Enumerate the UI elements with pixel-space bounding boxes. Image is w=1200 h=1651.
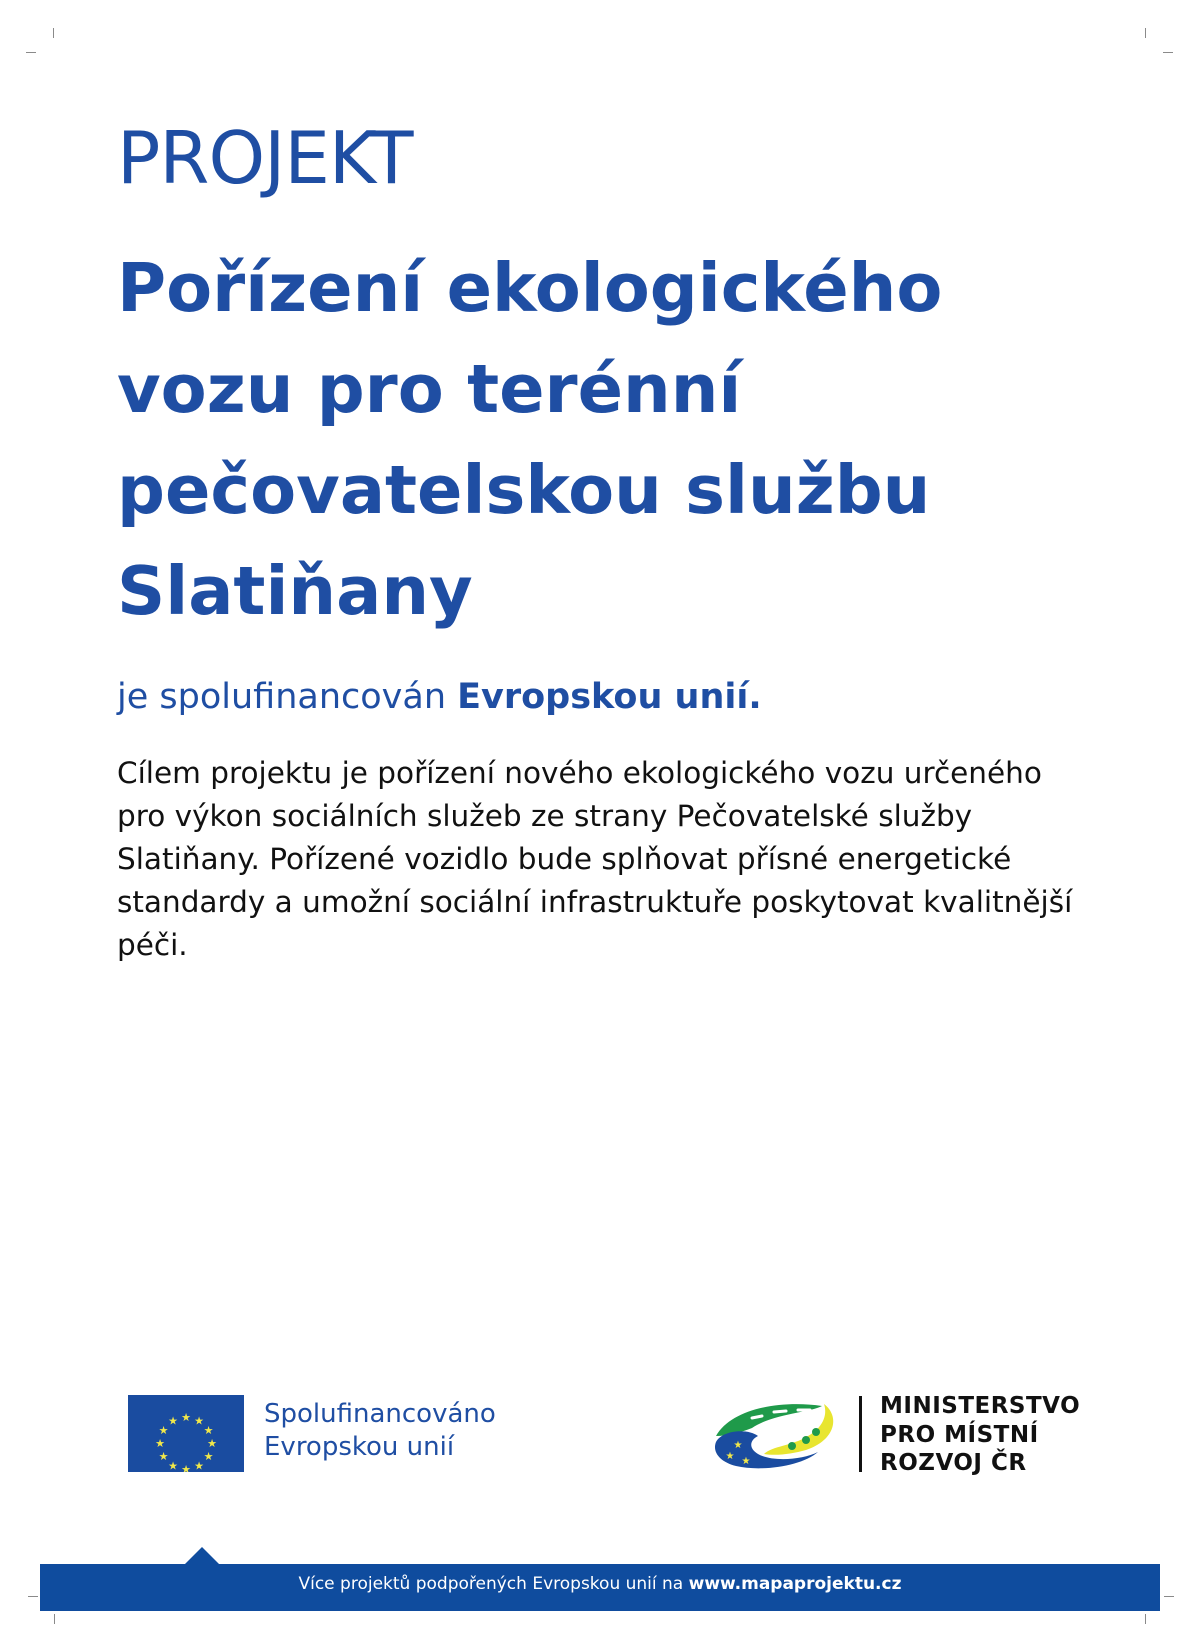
crop-mark bbox=[53, 28, 54, 38]
title-line: Slatiňany bbox=[117, 552, 473, 630]
svg-text:★: ★ bbox=[181, 1463, 191, 1472]
mmr-name-line: ROZVOJ ČR bbox=[880, 1450, 1027, 1476]
mmr-name-line: MINISTERSTVO bbox=[880, 1393, 1081, 1419]
svg-text:★: ★ bbox=[733, 1440, 743, 1451]
project-kicker: PROJEKT bbox=[117, 116, 413, 200]
mmr-name-line: PRO MÍSTNÍ bbox=[880, 1421, 1039, 1448]
description-line: pro výkon sociálních služeb ze strany Pečovatelské služby bbox=[117, 799, 973, 833]
description-line: Cílem projektu je pořízení nového ekologického vozu určeného bbox=[117, 756, 1042, 790]
mmr-logo-icon bbox=[712, 1396, 842, 1470]
crop-mark bbox=[1145, 1614, 1146, 1624]
description-line: standardy a umožní sociální infrastruktuře poskytovat kvalitnější bbox=[117, 885, 1073, 919]
svg-text:★: ★ bbox=[155, 1437, 165, 1450]
project-title bbox=[117, 238, 1117, 642]
cofinanced-statement bbox=[117, 676, 762, 718]
title-line: vozu pro terénní bbox=[117, 350, 742, 428]
eu-cofinanced-label bbox=[264, 1398, 496, 1464]
project-description bbox=[117, 752, 1117, 967]
svg-text:★: ★ bbox=[158, 1424, 169, 1437]
description-line: péči. bbox=[117, 928, 188, 962]
svg-text:★: ★ bbox=[203, 1424, 214, 1437]
title-line: pečovatelskou službu bbox=[117, 451, 931, 529]
eu-label-line: Evropskou unií bbox=[264, 1432, 455, 1462]
title-line: Pořízení ekologického bbox=[117, 249, 943, 327]
svg-text:★: ★ bbox=[207, 1437, 217, 1450]
crop-mark bbox=[54, 1614, 55, 1624]
subtitle-prefix: je spolufinancován bbox=[117, 677, 458, 717]
svg-text:★: ★ bbox=[725, 1451, 735, 1462]
svg-text:★: ★ bbox=[741, 1456, 751, 1467]
svg-text:★: ★ bbox=[194, 1459, 204, 1472]
eu-label-line: Spolufinancováno bbox=[264, 1399, 496, 1429]
mmr-name bbox=[880, 1392, 1080, 1478]
crop-mark bbox=[1145, 28, 1146, 38]
logo-divider bbox=[859, 1396, 862, 1472]
crop-mark bbox=[26, 52, 36, 53]
svg-text:★: ★ bbox=[168, 1459, 178, 1472]
footer-prefix: Více projektů podpořených Evropskou unií na bbox=[298, 1574, 689, 1594]
eu-flag-icon bbox=[128, 1395, 244, 1472]
crop-mark bbox=[28, 1596, 38, 1597]
footer-triangle-icon bbox=[184, 1547, 220, 1565]
subtitle-bold: Evropskou unií. bbox=[457, 677, 762, 717]
crop-mark bbox=[1164, 1596, 1174, 1597]
svg-text:★: ★ bbox=[168, 1414, 178, 1428]
svg-text:★: ★ bbox=[158, 1450, 169, 1463]
footer-text bbox=[0, 1574, 1200, 1594]
svg-text:★: ★ bbox=[181, 1411, 191, 1424]
svg-text:★: ★ bbox=[194, 1414, 204, 1428]
description-line: Slatiňany. Pořízené vozidlo bude splňovat přísné energetické bbox=[117, 842, 1012, 876]
footer-link[interactable]: www.mapaprojektu.cz bbox=[688, 1574, 902, 1594]
crop-mark bbox=[1163, 52, 1173, 53]
svg-text:★: ★ bbox=[203, 1450, 214, 1463]
